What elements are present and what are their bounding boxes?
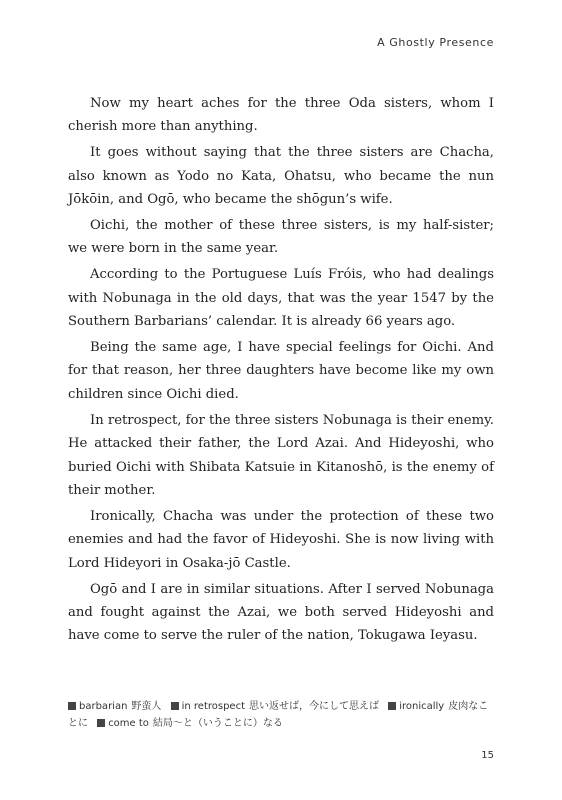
glossary-entry: [68, 701, 161, 712]
body-text: [68, 92, 494, 650]
paragraph: Being the same age, I have special feelings for Oichi. And for that reason, her three daughters have become like my own children since Oichi died.: [68, 340, 494, 402]
square-bullet-icon: [68, 702, 76, 710]
glossary-definition: 思い返せば，今にして思えば: [249, 701, 380, 712]
glossary-term: in retrospect: [181, 701, 246, 712]
glossary-definition: 結局〜と（いうことに）なる: [152, 718, 283, 729]
running-header-title: A Ghostly Presence: [377, 36, 494, 49]
glossary-definition: 皮肉なことに: [68, 701, 489, 729]
glossary-entry: [97, 718, 283, 729]
square-bullet-icon: [97, 719, 105, 727]
paragraph: Now my heart aches for the three Oda sisters, whom I cherish more than anything.: [68, 96, 494, 135]
glossary-definition: 野蛮人: [131, 701, 162, 712]
glossary-entry: [171, 701, 379, 712]
glossary-term: ironically: [399, 701, 445, 712]
glossary-footnote: [68, 698, 498, 732]
glossary-term: come to: [108, 718, 149, 729]
page-number: 15: [481, 750, 494, 761]
square-bullet-icon: [388, 702, 396, 710]
paragraph: Ironically, Chacha was under the protection of these two enemies and had the favor of Hideyoshi. She is now living with Lord Hideyori in Osaka-jō Castle.: [68, 508, 494, 571]
paragraph: Ogō and I are in similar situations. After I served Nobunaga and fought against the Azai, we both served Hideyoshi and have come to serve the ruler of the nation, Tokugawa Ieyasu.: [68, 581, 494, 644]
paragraph: It goes without saying that the three sisters are Chacha, also known as Yodo no Kata, Ohatsu, who became the nun Jōkōin, and Ogō, who became the shōgun’s wife.: [68, 145, 494, 208]
paragraph: According to the Portuguese Luís Fróis, who had dealings with Nobunaga in the old days, that was the year 1547 by the Southern Barbarians’ calendar. It is already 66 years ago.: [68, 267, 494, 330]
square-bullet-icon: [171, 702, 179, 710]
paragraph: In retrospect, for the three sisters Nobunaga is their enemy. He attacked their father, the Lord Azai. And Hideyoshi, who buried Oichi with Shibata Katsuie in Kitanoshō, is the enemy of their mother.: [68, 412, 495, 498]
glossary-term: barbarian: [79, 701, 128, 712]
paragraph: Oichi, the mother of these three sisters, is my half-sister; we were born in the same year.: [68, 218, 494, 257]
